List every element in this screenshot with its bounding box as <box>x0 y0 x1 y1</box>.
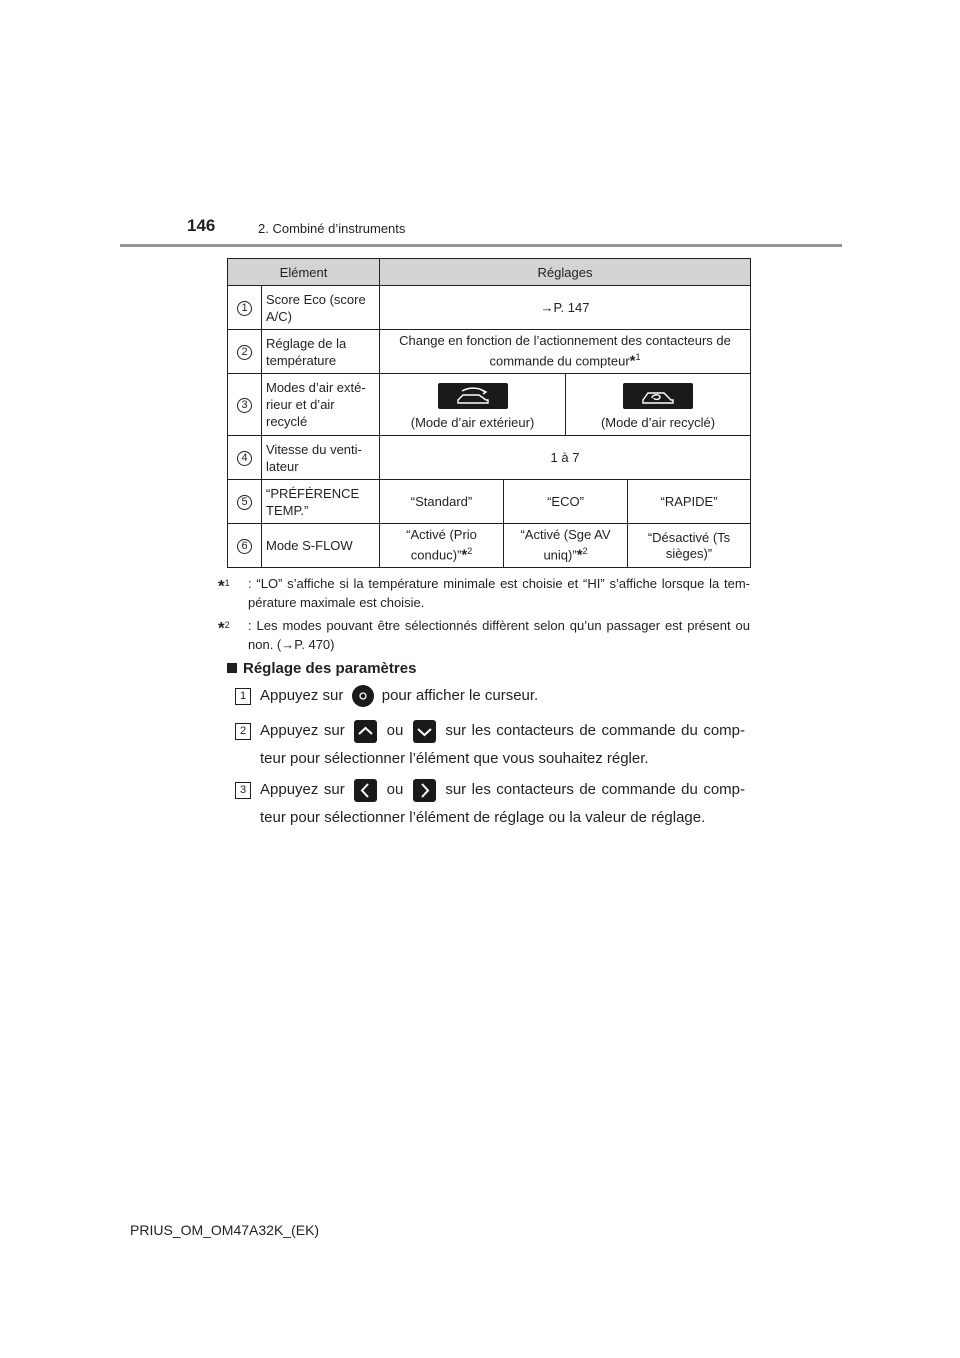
footnote-star: * <box>629 352 636 370</box>
chapter-title: 2. Combiné d’instruments <box>258 221 406 236</box>
row-number: 6 <box>237 539 252 554</box>
step-2 <box>235 717 745 773</box>
footnote-ref: 1 <box>635 352 641 363</box>
step-1 <box>235 682 745 710</box>
row-option: “Désactivé (Ts sièges)” <box>628 524 751 568</box>
footnote-ref: 2 <box>582 546 588 557</box>
row-option-text: “Activé (Sge AV uniq)” <box>520 527 611 563</box>
row-option <box>504 524 628 568</box>
right-arrow-icon <box>413 779 436 802</box>
header-element: Elément <box>228 259 380 286</box>
row-option: “Standard” <box>380 480 504 524</box>
step-number: 3 <box>235 782 251 799</box>
page-number: 146 <box>187 216 216 235</box>
footnote-text: : Les modes pouvant être sélectionnés diffèrent selon qu’un passager est présent ou non. (→P. 470) <box>248 618 750 652</box>
row-element: Mode S-FLOW <box>262 524 380 568</box>
step-text-before: Appuyez sur <box>260 687 344 704</box>
footnote-number: 2 <box>224 620 230 630</box>
outside-air-mode-icon <box>438 383 508 409</box>
step-number: 1 <box>235 688 251 705</box>
step-text-after: pour afficher le curseur. <box>381 687 539 704</box>
row-option-text: “Activé (Prio conduc)” <box>406 527 477 563</box>
section-title <box>227 660 416 677</box>
row-number: 3 <box>237 398 252 413</box>
table-row <box>228 330 751 374</box>
up-arrow-icon <box>354 720 377 743</box>
footnote-star: * <box>218 618 225 638</box>
table-row <box>228 524 751 568</box>
row-option: “ECO” <box>504 480 628 524</box>
outside-air-mode-label: (Mode d’air extérieur) <box>410 414 535 430</box>
row-element: Réglage de la température <box>262 330 380 374</box>
left-arrow-icon <box>354 779 377 802</box>
row-setting: →P. 147 <box>380 286 751 330</box>
document-code: PRIUS_OM_OM47A32K_(EK) <box>130 1222 320 1238</box>
table-row <box>228 374 751 436</box>
step-text-after: sur les contacteurs de commande du comp-teur pour sélectionner l’élément que vous souhaitez régler. <box>260 722 745 767</box>
table-header-row <box>228 259 751 286</box>
footnote-star: * <box>461 546 468 564</box>
section-title-text: Réglage des paramètres <box>243 660 417 677</box>
header-rule <box>120 244 842 247</box>
row-number: 4 <box>237 451 252 466</box>
row-element: Modes d’air exté-rieur et d’air recyclé <box>262 374 380 436</box>
row-option: “RAPIDE” <box>628 480 751 524</box>
down-arrow-icon <box>413 720 436 743</box>
table-row <box>228 436 751 480</box>
footnote-star: * <box>576 546 583 564</box>
row-number: 1 <box>237 301 252 316</box>
recirculated-air-mode-icon <box>623 383 693 409</box>
row-setting <box>380 330 751 374</box>
footnote-number: 1 <box>224 578 230 588</box>
header-settings: Réglages <box>380 259 751 286</box>
step-text-mid: ou <box>386 722 404 739</box>
step-text-after: sur les contacteurs de commande du comp-teur pour sélectionner l’élément de réglage ou la valeur de réglage. <box>260 781 745 826</box>
footnote-text: : “LO” s’affiche si la température minimale est choisie et “HI” s’affiche lorsque la tem-pérature maximale est choisie. <box>248 576 750 610</box>
row-setting-text: Change en fonction de l’actionnement des contacteurs de commande du compteur <box>399 333 731 369</box>
ok-button-icon <box>352 685 374 707</box>
row-element: Vitesse du venti-lateur <box>262 436 380 480</box>
footnotes <box>218 574 750 658</box>
step-3 <box>235 776 745 832</box>
footnote-star: * <box>218 576 225 596</box>
row-setting: 1 à 7 <box>380 436 751 480</box>
footnote <box>218 616 750 654</box>
row-option <box>380 524 504 568</box>
step-text-mid: ou <box>386 781 404 798</box>
settings-table <box>227 258 751 568</box>
outside-air-mode-cell <box>380 374 566 436</box>
section-bullet-icon <box>227 663 237 673</box>
footnote <box>218 574 750 612</box>
recirculated-air-mode-cell <box>566 374 751 436</box>
table-row <box>228 480 751 524</box>
step-number: 2 <box>235 723 251 740</box>
row-element: Score Eco (score A/C) <box>262 286 380 330</box>
recirculated-air-mode-label: (Mode d’air recyclé) <box>600 414 716 430</box>
footnote-ref: 2 <box>467 546 473 557</box>
table-row <box>228 286 751 330</box>
row-element: “PRÉFÉRENCE TEMP.” <box>262 480 380 524</box>
step-text-before: Appuyez sur <box>260 781 345 798</box>
row-number: 5 <box>237 495 252 510</box>
step-text-before: Appuyez sur <box>260 722 345 739</box>
row-number: 2 <box>237 345 252 360</box>
